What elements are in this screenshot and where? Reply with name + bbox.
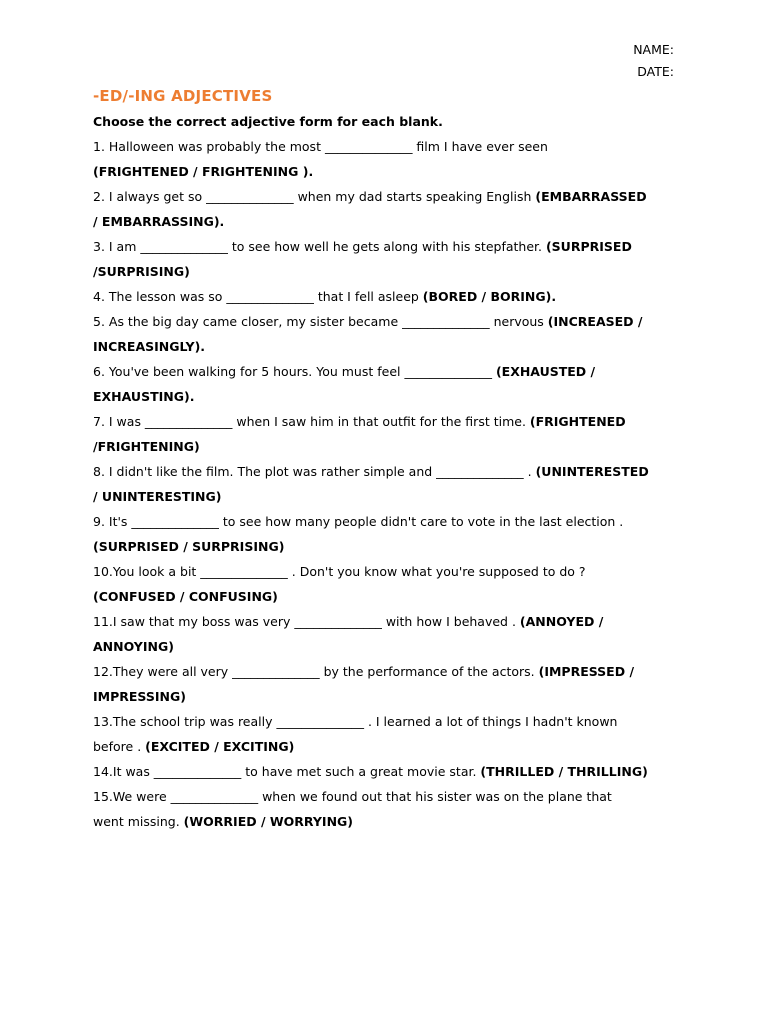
exercise-2-options-cont: / EMBARRASSING). — [93, 214, 225, 229]
exercise-4-text: 4. The lesson was so ______________ that I fell asleep — [93, 289, 423, 304]
exercise-13-text: 13.The school trip was really ______________ . I learned a lot of things I hadn't known — [93, 714, 618, 729]
exercise-1-text: 1. Halloween was probably the most ______________ film I have ever seen — [93, 139, 548, 154]
exercise-7-text: 7. I was ______________ when I saw him in that outfit for the first time. — [93, 414, 530, 429]
exercise-2-options: (EMBARRASSED — [535, 189, 647, 204]
exercise-1-line-1 — [93, 139, 548, 155]
exercise-14-line-1 — [93, 764, 648, 780]
exercise-6-line-1 — [93, 364, 595, 380]
name-label: NAME: — [633, 42, 674, 57]
exercise-6-text: 6. You've been walking for 5 hours. You must feel ______________ — [93, 364, 496, 379]
exercise-11-options-cont: ANNOYING) — [93, 639, 174, 654]
exercise-3-text: 3. I am ______________ to see how well he gets along with his stepfather. — [93, 239, 546, 254]
exercise-7-line-1 — [93, 414, 626, 430]
exercise-5-options: (INCREASED / — [547, 314, 643, 329]
exercise-12-options-cont: IMPRESSING) — [93, 689, 186, 704]
exercise-9-line-1 — [93, 514, 623, 530]
exercise-11-options: (ANNOYED / — [519, 614, 604, 629]
exercise-10-options-cont: (CONFUSED / CONFUSING) — [93, 589, 278, 604]
exercise-7-options: (FRIGHTENED — [529, 414, 626, 429]
exercise-9-line-2 — [93, 539, 284, 555]
exercise-13-text-cont: before . — [93, 739, 146, 754]
exercise-1-line-2 — [93, 164, 313, 180]
exercise-5-line-1 — [93, 314, 642, 330]
exercise-13-line-2 — [93, 739, 294, 755]
exercise-4-options: (BORED / BORING). — [422, 289, 557, 304]
exercise-15-text: 15.We were ______________ when we found out that his sister was on the plane that — [93, 789, 612, 804]
exercise-15-line-2 — [93, 814, 353, 830]
exercise-15-options-cont: (WORRIED / WORRYING) — [183, 814, 354, 829]
exercise-9-options-cont: (SURPRISED / SURPRISING) — [93, 539, 285, 554]
exercise-14-options: (THRILLED / THRILLING) — [480, 764, 648, 779]
exercise-6-options-cont: EXHAUSTING). — [93, 389, 195, 404]
exercise-6-line-2 — [93, 389, 194, 405]
exercise-5-options-cont: INCREASINGLY). — [93, 339, 206, 354]
exercise-8-line-1 — [93, 464, 649, 480]
exercise-8-options: (UNINTERESTED — [535, 464, 649, 479]
exercise-10-line-2 — [93, 589, 278, 605]
exercise-12-text: 12.They were all very ______________ by the performance of the actors. — [93, 664, 539, 679]
exercise-1-options-cont: (FRIGHTENED / FRIGHTENING ). — [93, 164, 314, 179]
exercise-2-line-2 — [93, 214, 224, 230]
exercise-3-options-cont: /SURPRISING) — [93, 264, 190, 279]
exercise-10-line-1 — [93, 564, 586, 580]
exercise-8-text: 8. I didn't like the film. The plot was rather simple and ______________ . — [93, 464, 536, 479]
exercise-8-options-cont: / UNINTERESTING) — [93, 489, 222, 504]
exercise-11-text: 11.I saw that my boss was very ______________ with how I behaved . — [93, 614, 520, 629]
exercise-14-text: 14.It was ______________ to have met such a great movie star. — [93, 764, 481, 779]
exercise-11-line-1 — [93, 614, 603, 630]
exercise-2-line-1 — [93, 189, 647, 205]
exercise-6-options: (EXHAUSTED / — [495, 364, 596, 379]
exercise-15-line-1 — [93, 789, 612, 805]
exercise-13-options-cont: (EXCITED / EXCITING) — [145, 739, 295, 754]
exercise-4-line-1 — [93, 289, 556, 305]
exercise-12-line-2 — [93, 689, 186, 705]
exercise-10-text: 10.You look a bit ______________ . Don't you know what you're supposed to do ? — [93, 564, 586, 579]
exercise-12-line-1 — [93, 664, 634, 680]
exercise-3-options: (SURPRISED — [545, 239, 632, 254]
exercise-11-line-2 — [93, 639, 174, 655]
exercise-2-text: 2. I always get so ______________ when my dad starts speaking English — [93, 189, 536, 204]
worksheet-title: -ED/-ING ADJECTIVES — [93, 87, 273, 105]
exercise-8-line-2 — [93, 489, 222, 505]
exercise-5-line-2 — [93, 339, 205, 355]
exercise-5-text: 5. As the big day came closer, my sister became ______________ nervous — [93, 314, 548, 329]
exercise-7-options-cont: /FRIGHTENING) — [93, 439, 200, 454]
exercise-15-text-cont: went missing. — [93, 814, 184, 829]
exercise-3-line-2 — [93, 264, 190, 280]
exercise-13-line-1 — [93, 714, 617, 730]
instruction-text: Choose the correct adjective form for each blank. — [93, 114, 443, 129]
exercise-9-text: 9. It's ______________ to see how many people didn't care to vote in the last election . — [93, 514, 624, 529]
date-label: DATE: — [637, 64, 674, 79]
exercise-3-line-1 — [93, 239, 632, 255]
exercise-12-options: (IMPRESSED / — [538, 664, 635, 679]
exercise-7-line-2 — [93, 439, 200, 455]
